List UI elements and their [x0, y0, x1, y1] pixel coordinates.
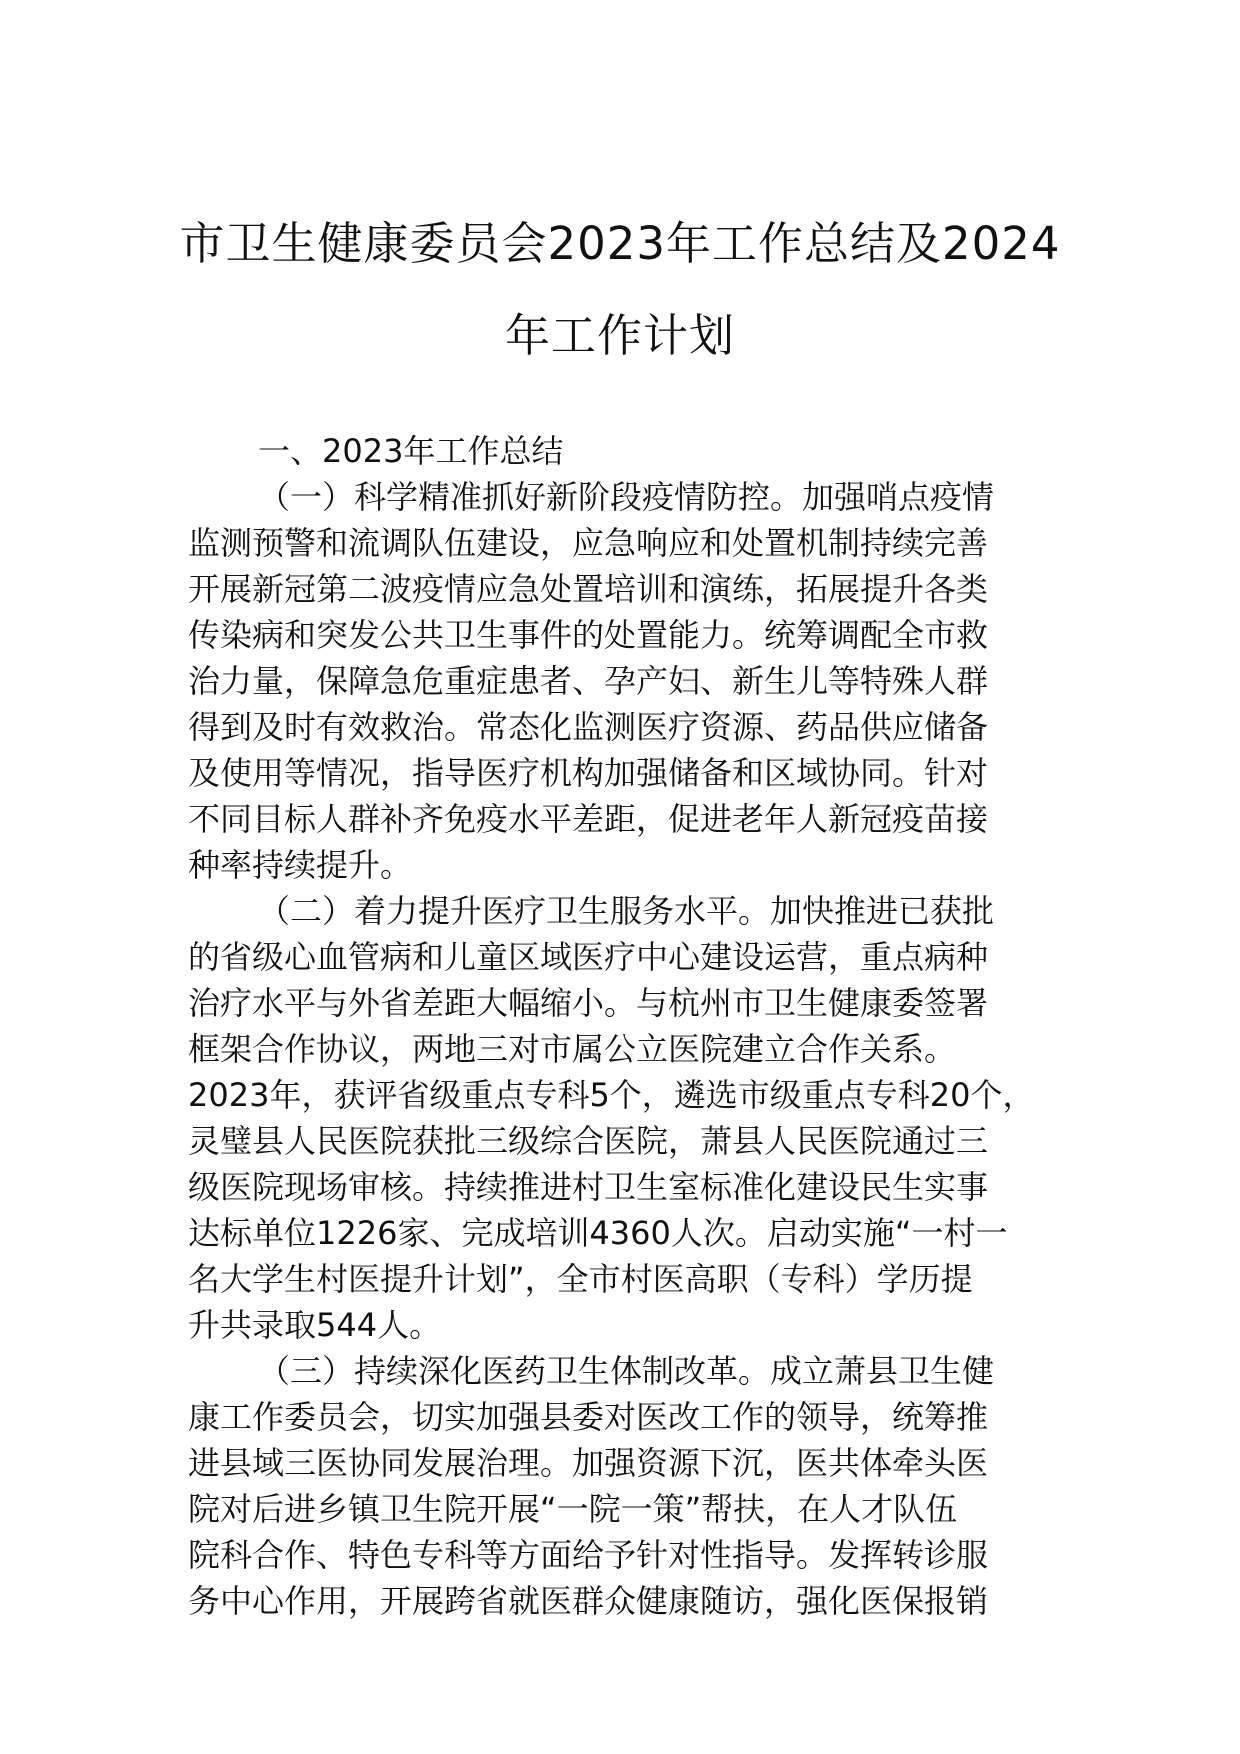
section-heading: 一、2023年工作总结	[258, 432, 564, 470]
paragraph-line: 的省级心血管病和儿童区域医疗中心建设运营，重点病种	[188, 938, 989, 976]
paragraph-line: 升共录取544人。	[188, 1306, 442, 1344]
paragraph-line: 灵璧县人民医院获批三级综合医院，萧县人民医院通过三	[188, 1122, 989, 1160]
paragraph-line: （三）持续深化医药卫生体制改革。成立萧县卫生健	[258, 1352, 995, 1390]
paragraph-line: 治力量，保障急危重症患者、孕产妇、新生儿等特殊人群	[188, 662, 989, 700]
paragraph-line: 级医院现场审核。持续推进村卫生室标准化建设民生实事	[188, 1168, 989, 1206]
paragraph-line: （二）着力提升医疗卫生服务水平。加快推进已获批	[258, 892, 995, 930]
paragraph-line: 传染病和突发公共卫生事件的处置能力。统筹调配全市救	[188, 616, 989, 654]
paragraph-line: 不同目标人群补齐免疫水平差距，促进老年人新冠疫苗接	[188, 800, 989, 838]
paragraph-line: 进县域三医协同发展治理。加强资源下沉，医共体牵头医	[188, 1444, 989, 1482]
paragraph-line: 治疗水平与外省差距大幅缩小。与杭州市卫生健康委签署	[188, 984, 989, 1022]
title-line-2: 年工作计划	[504, 309, 735, 362]
paragraph-line: 院对后进乡镇卫生院开展“一院一策”帮扶，在人才队伍	[188, 1490, 958, 1528]
paragraph-line: 及使用等情况，指导医疗机构加强储备和区域协同。针对	[188, 754, 989, 792]
paragraph-line: 开展新冠第二波疫情应急处置培训和演练，拓展提升各类	[188, 570, 989, 608]
paragraph-line: 监测预警和流调队伍建设，应急响应和处置机制持续完善	[188, 524, 989, 562]
paragraph-line: 达标单位1226家、完成培训4360人次。启动实施“一村一	[188, 1214, 1008, 1252]
document-body	[188, 428, 1068, 1624]
paragraph-line: 名大学生村医提升计划”，全市村医高职（专科）学历提	[188, 1260, 973, 1298]
title-line-1: 市卫生健康委员会2023年工作总结及2024	[179, 217, 1061, 270]
paragraph-line: 务中心作用，开展跨省就医群众健康随访，强化医保报销	[188, 1582, 989, 1620]
paragraph-line: 康工作委员会，切实加强县委对医改工作的领导，统筹推	[188, 1398, 989, 1436]
paragraph-line: 框架合作协议，两地三对市属公立医院建立合作关系。	[188, 1030, 957, 1068]
paragraph-line: 得到及时有效救治。常态化监测医疗资源、药品供应储备	[188, 708, 989, 746]
paragraph-line: 种率持续提升。	[188, 846, 413, 884]
paragraph-line: （一）科学精准抓好新阶段疫情防控。加强哨点疫情	[258, 478, 995, 516]
document-title	[150, 198, 1090, 382]
paragraph-line: 2023年，获评省级重点专科5个，遴选市级重点专科20个，	[188, 1076, 1035, 1114]
paragraph-line: 院科合作、特色专科等方面给予针对性指导。发挥转诊服	[188, 1536, 989, 1574]
